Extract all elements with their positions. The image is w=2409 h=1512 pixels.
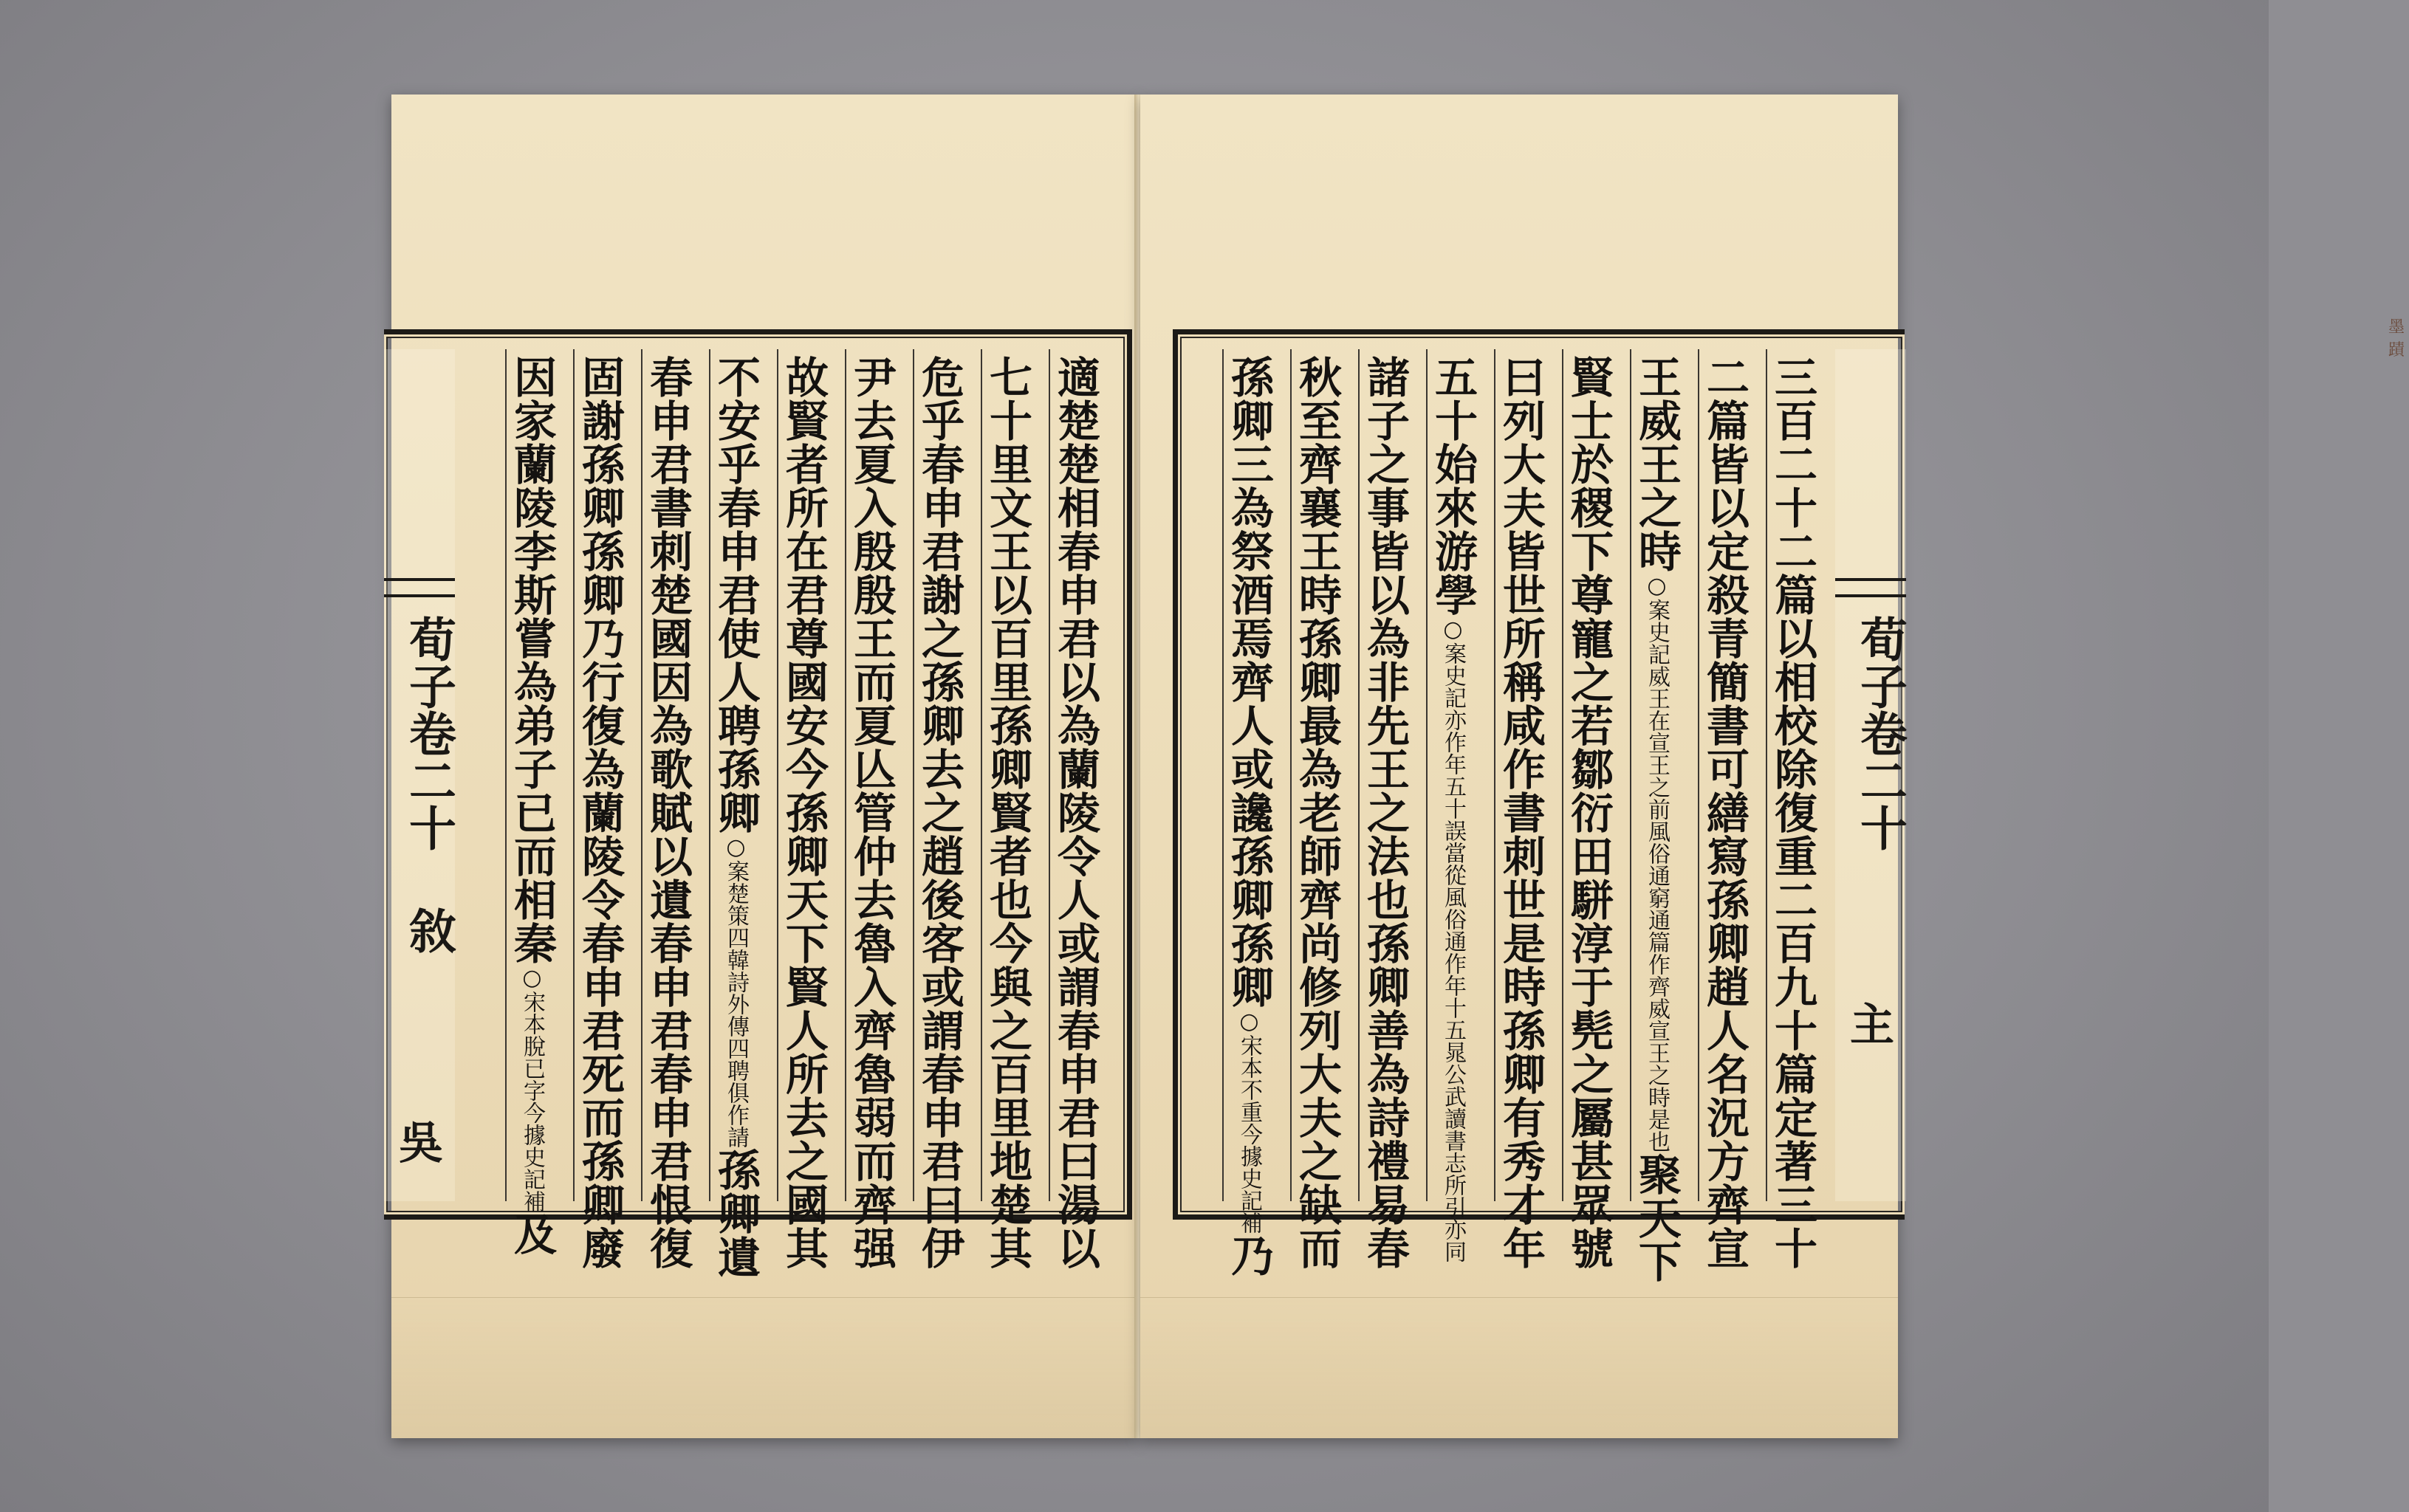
annotation-note: ○宋本脫已字今據史記補: [519, 965, 545, 1212]
main-text: 賢士於稷下尊寵之若鄒衍田駢淳于髡之屬甚眾號: [1563, 355, 1614, 1270]
text-column: [1766, 349, 1817, 1270]
main-text-tail: 乃: [1224, 1234, 1274, 1277]
column-text: [710, 355, 761, 1279]
main-text: 適楚楚相春申君以為蘭陵令人或謂春申君曰湯以: [1050, 355, 1100, 1270]
main-text: 尹去夏入殷殷王而夏亾管仲去魯入齊魯弱而齊强: [846, 355, 897, 1270]
text-column: [505, 349, 557, 1256]
text-column: [845, 349, 897, 1270]
main-text: 曰列大夫皆世所稱咸作書刺世是時孫卿有秀才年: [1495, 355, 1546, 1270]
page-bottom-edge: [1140, 1297, 1898, 1438]
left-text-frame: [384, 329, 1132, 1279]
page-bottom-edge: [391, 1297, 1137, 1438]
annotation-note: ○案史記亦作年五十誤當從風俗通作年十五晁公武讀書志所引亦同: [1440, 616, 1466, 1262]
right-center-column: [1835, 349, 1906, 1201]
seal-mark: 墨蹟: [2388, 318, 2409, 360]
text-column: [1290, 349, 1342, 1270]
text-column: [1426, 349, 1478, 1262]
main-text-tail: 及: [507, 1212, 557, 1256]
main-text: 春申君書刺楚國因為歌賦以遺春申君春申君恨復: [642, 355, 693, 1270]
column-text: [575, 355, 625, 1270]
text-column: [1562, 349, 1614, 1270]
text-column: [777, 349, 829, 1270]
column-text: [1292, 355, 1342, 1270]
left-center-column: [384, 349, 455, 1201]
main-text-tail: 聚天下: [1631, 1152, 1682, 1283]
text-column: [709, 349, 761, 1279]
annotation-note: ○宋本不重今據史記補: [1236, 1008, 1262, 1234]
text-column: [913, 349, 964, 1270]
column-text: [1050, 355, 1100, 1270]
column-text: [778, 355, 829, 1270]
main-text: 危乎春申君謝之孫卿去之趙後客或謂春申君曰伊: [914, 355, 964, 1270]
main-text: 王威王之時: [1631, 355, 1682, 573]
text-column: [641, 349, 693, 1270]
annotation-note: ○案楚策四韓詩外傳四聘俱作請: [723, 834, 749, 1148]
main-text: 七十里文王以百里孫卿賢者也今與之百里地楚其: [982, 355, 1032, 1270]
main-text: 故賢者所在君尊國安今孫卿天下賢人所去之國其: [778, 355, 829, 1270]
column-text: [1631, 355, 1682, 1283]
column-text: [1767, 355, 1817, 1270]
text-column: [981, 349, 1032, 1270]
column-text: [1699, 355, 1750, 1270]
column-text: [1495, 355, 1546, 1270]
fish-tail-mark: [1835, 578, 1906, 597]
main-text: 因家蘭陵李斯嘗為弟子已而相秦: [507, 355, 557, 965]
column-text: [642, 355, 693, 1270]
column-text: [846, 355, 897, 1270]
main-text: 孫卿三為祭酒焉齊人或讒孫卿孫卿: [1224, 355, 1274, 1008]
annotation-note: ○案史記威王在宣王之前風俗通窮通篇作齊威宣王之時是也: [1644, 573, 1670, 1152]
column-text: [1224, 355, 1274, 1277]
open-book: [391, 94, 2409, 1438]
folio-number: 吳: [399, 1118, 443, 1169]
text-column: [1698, 349, 1750, 1270]
text-column: [1049, 349, 1100, 1270]
folio-number: 主: [1850, 1000, 1894, 1051]
main-text: 諸子之事皆以為非先王之法也孫卿善為詩禮易春: [1360, 355, 1410, 1270]
left-page: [391, 94, 1139, 1438]
center-column-title: 荀子卷二十: [1852, 615, 1908, 851]
text-column: [1630, 349, 1682, 1283]
center-column-title: 荀子卷二十 敘: [401, 615, 456, 954]
column-text: [507, 355, 557, 1256]
text-column: [1358, 349, 1410, 1270]
main-text: 固謝孫卿孫卿乃行復為蘭陵令春申君死而孫卿廢: [575, 355, 625, 1270]
main-text: 三百二十二篇以相校除復重二百九十篇定著三十: [1767, 355, 1817, 1270]
column-text: [1360, 355, 1410, 1270]
column-text: [982, 355, 1032, 1270]
main-text: 不安乎春申君使人聘孫卿: [710, 355, 761, 834]
column-text: [914, 355, 964, 1270]
main-text: 秋至齊襄王時孫卿最為老師齊尚修列大夫之缺而: [1292, 355, 1342, 1270]
main-text: 二篇皆以定殺青簡書可繕寫孫卿趙人名況方齊宣: [1699, 355, 1750, 1270]
main-text: 五十始來游學: [1428, 355, 1478, 616]
column-text: [1428, 355, 1478, 1262]
fish-tail-mark: [384, 578, 455, 597]
right-page: [1140, 94, 2409, 1438]
column-text: [1563, 355, 1614, 1270]
right-text-frame: [1173, 329, 1908, 1283]
main-text-tail: 孫卿遺: [710, 1148, 761, 1279]
text-column: [1222, 349, 1274, 1277]
text-column: [1494, 349, 1546, 1270]
text-column: [573, 349, 625, 1270]
